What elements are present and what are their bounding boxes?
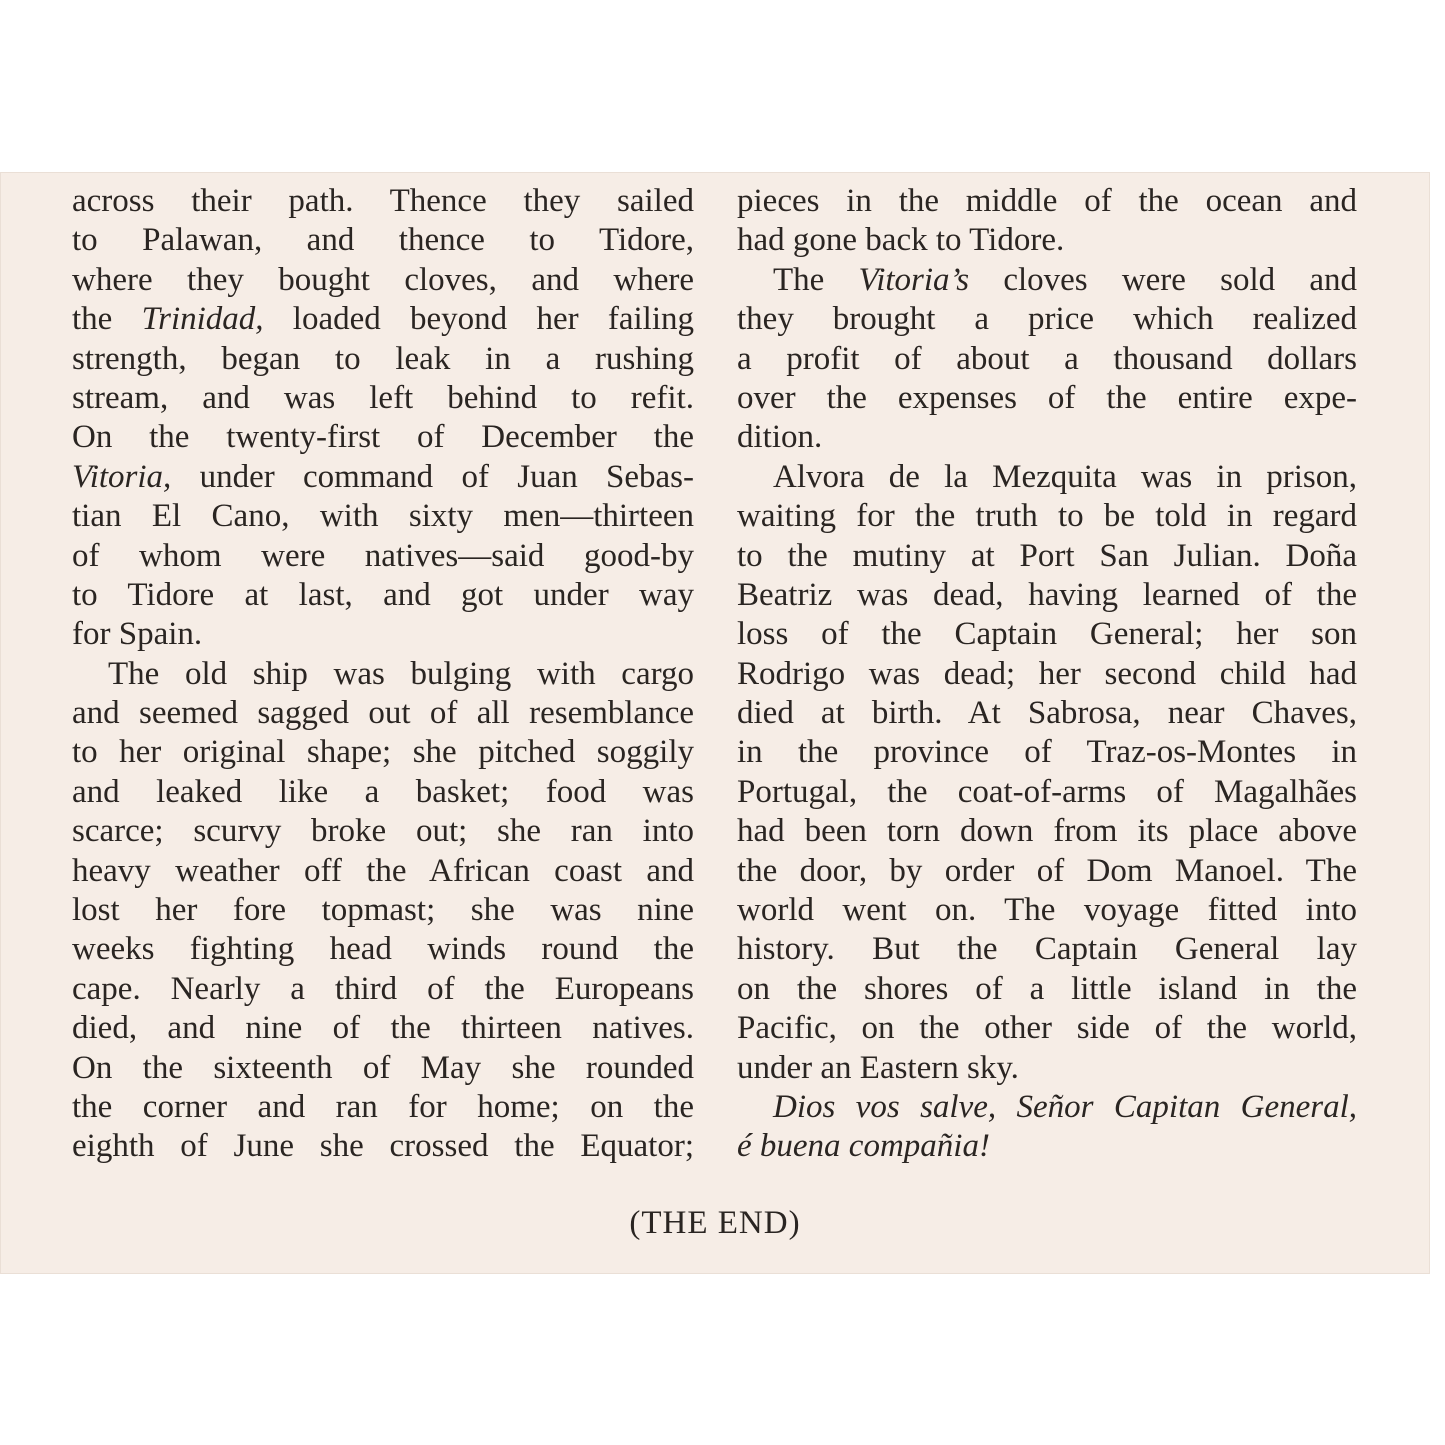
paragraph-start-line [737,261,1357,300]
text-line: to the mutiny at Port San Julian. Doña [737,537,1357,574]
text-line: under an Eastern sky. [737,1049,1019,1086]
text-line: had been torn down from its place above [737,813,1357,850]
ship-name-vitorias: Vitoria’s [858,261,970,298]
text-line: to her original shape; she pitched soggily [72,734,694,771]
text-run: cloves were sold and [969,261,1357,298]
text-line: scarce; scurvy broke out; she ran into [72,813,694,850]
text-line: a profit of about a thousand dollars [737,340,1357,377]
text-line: the door, by order of Dom Manoel. The [737,852,1357,889]
text-line: they brought a price which realized [737,301,1357,338]
text-line: of whom were natives—said good-by [72,537,694,574]
text-line [72,458,694,497]
text-run: loaded beyond her failing [263,301,694,338]
text-line: to Tidore at last, and got under way [72,576,694,613]
text-line: had gone back to Tidore. [737,222,1065,259]
spanish-farewell-line: é buena compañia! [737,1128,990,1165]
text-line: across their path. Thence they sailed [72,183,694,219]
text-line: where they bought cloves, and where [72,261,694,298]
text-line: in the province of Traz-os-Montes in [737,734,1357,771]
text-line: On the twenty-first of December the [72,419,694,456]
spanish-farewell-line: Dios vos salve, Señor Capitan General, [773,1088,1357,1125]
text-line: heavy weather off the African coast and [72,852,694,889]
text-line: stream, and was left behind to refit. [72,379,694,416]
text-line: cape. Nearly a third of the Europeans [72,970,694,1007]
text-line: for Spain. [72,616,203,653]
right-column [737,182,1357,1167]
text-line: and seemed sagged out of all resemblance [72,695,694,732]
text-run: The [773,261,859,298]
text-run: under command of Juan Sebas- [171,458,694,495]
text-line: tian El Cano, with sixty men—thirteen [72,498,694,535]
paragraph-start-line: Alvora de la Mezquita was in prison, [773,458,1357,495]
text-line: strength, began to leak in a rushing [72,340,694,377]
text-line: pieces in the middle of the ocean and [737,183,1357,219]
left-column [72,182,694,1167]
text-line: to Palawan, and thence to Tidore, [72,222,694,259]
text-line: and leaked like a basket; food was [72,773,694,810]
text-line: loss of the Captain General; her son [737,616,1357,653]
text-line: over the expenses of the entire expe- [737,379,1357,416]
text-run: the [72,301,142,338]
text-line: waiting for the truth to be told in regard [737,498,1357,535]
text-line: died at birth. At Sabrosa, near Chaves, [737,695,1357,732]
text-line: died, and nine of the thirteen natives. [72,1010,694,1047]
ship-name-trinidad: Trinidad, [141,301,264,338]
text-line: on the shores of a little island in the [737,970,1357,1007]
text-line: lost her fore topmast; she was nine [72,892,694,929]
text-line: Beatriz was dead, having learned of the [737,576,1357,613]
ship-name-vitoria: Vitoria, [72,458,172,495]
text-line [72,300,694,339]
text-line: dition. [737,419,823,456]
magazine-page [0,172,1430,1274]
text-line: the corner and ran for home; on the [72,1088,694,1125]
text-line: eighth of June she crossed the Equator; [72,1128,694,1165]
text-line: On the sixteenth of May she rounded [72,1049,694,1086]
paragraph-start-line: The old ship was bulging with cargo [108,655,694,692]
the-end-label: (THE END) [629,1205,801,1241]
text-line: Pacific, on the other side of the world, [737,1010,1357,1047]
text-line: Rodrigo was dead; her second child had [737,655,1357,692]
cropped-text-fragment [1080,172,1310,178]
text-line: world went on. The voyage fitted into [737,892,1357,929]
text-line: history. But the Captain General lay [737,931,1357,968]
text-line: Portugal, the coat-of-arms of Magalhães [737,773,1357,810]
text-line: weeks fighting head winds round the [72,931,694,968]
